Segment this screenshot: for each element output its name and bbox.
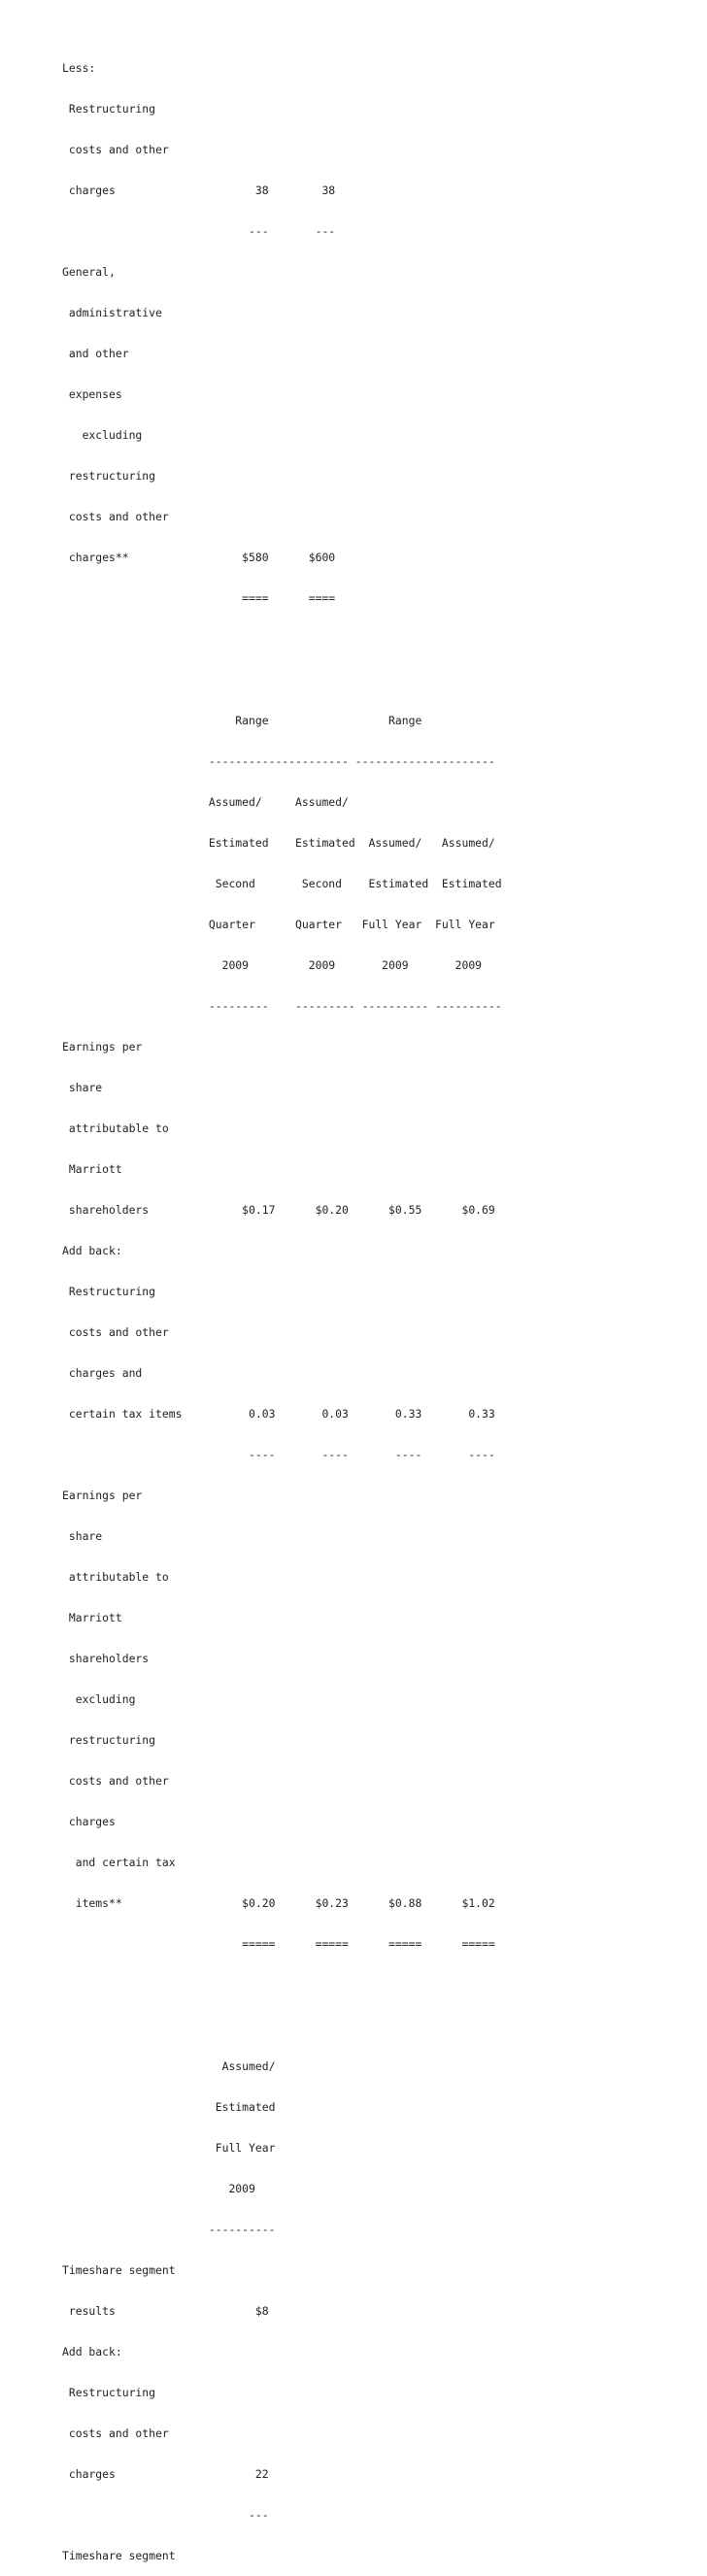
document-line: charges 22 [62, 2467, 269, 2481]
document-line: results $8 [62, 2304, 269, 2318]
document-line: excluding [62, 1692, 136, 1706]
document-line [62, 632, 502, 646]
document-line: charges** $580 $600 [62, 551, 336, 564]
document-line: Full Year [62, 2141, 276, 2155]
document-line: 2009 2009 2009 2009 [62, 958, 483, 972]
document-line: attributable to [62, 1121, 169, 1135]
document-line: --------------------- --------------------- [62, 754, 495, 768]
document-line: Marriott [62, 1611, 122, 1624]
document-line: administrative [62, 306, 162, 319]
document-line: Restructuring [62, 102, 156, 116]
document-line: Add back: [62, 2345, 122, 2359]
document-line: ==== ==== [62, 591, 336, 605]
document-line: charges [62, 1815, 116, 1828]
document-line: Range Range [62, 714, 422, 727]
document-line [62, 673, 502, 686]
document-line: ---- ---- ---- ---- [62, 1448, 495, 1461]
document-line: ===== ===== ===== ===== [62, 1937, 495, 1951]
document-line: Timeshare segment [62, 2549, 176, 2562]
document-line: charges 38 38 [62, 184, 336, 197]
document-line: costs and other [62, 1774, 169, 1788]
document-line: Timeshare segment [62, 2263, 176, 2277]
document-line: costs and other [62, 2426, 169, 2440]
document-line: and certain tax [62, 1856, 176, 1869]
document-line: Add back: [62, 1244, 122, 1257]
document-line: restructuring [62, 1733, 156, 1747]
document-line: 2009 [62, 2182, 255, 2195]
document-line: --- [62, 2508, 269, 2522]
document-line: Assumed/ [62, 2059, 276, 2073]
document-line: costs and other [62, 510, 169, 523]
document-line: Earnings per [62, 1040, 143, 1054]
document-line: excluding [62, 428, 143, 442]
document-line: shareholders $0.17 $0.20 $0.55 $0.69 [62, 1203, 495, 1217]
document-line: Estimated [62, 2100, 276, 2114]
document-line: shareholders [62, 1652, 150, 1665]
document-line: share [62, 1529, 103, 1543]
document-line: Less: [62, 61, 96, 75]
document-line: Second Second Estimated Estimated [62, 877, 502, 890]
document-line: General, [62, 265, 116, 279]
document-line: costs and other [62, 143, 169, 156]
document-line: charges and [62, 1366, 143, 1380]
document-line: --- --- [62, 224, 336, 238]
document-line: attributable to [62, 1570, 169, 1584]
financial-reconciliation-document [62, 34, 502, 2576]
document-line: and other [62, 347, 129, 360]
document-line [62, 2019, 502, 2032]
document-line: restructuring [62, 469, 156, 483]
document-line: Restructuring [62, 2386, 156, 2399]
document-line: certain tax items 0.03 0.03 0.33 0.33 [62, 1407, 495, 1421]
document-line: expenses [62, 387, 122, 401]
document-line: Quarter Quarter Full Year Full Year [62, 918, 495, 931]
document-line: costs and other [62, 1325, 169, 1339]
document-line [62, 1978, 502, 1991]
document-line: items** $0.20 $0.23 $0.88 $1.02 [62, 1896, 495, 1910]
document-line: Marriott [62, 1162, 122, 1176]
document-line: Restructuring [62, 1285, 156, 1298]
document-line: Estimated Estimated Assumed/ Assumed/ [62, 836, 495, 850]
document-line: ---------- [62, 2223, 276, 2236]
document-line: share [62, 1081, 103, 1094]
document-line: Earnings per [62, 1489, 143, 1502]
document-line: Assumed/ Assumed/ [62, 795, 349, 809]
document-line: --------- --------- ---------- ---------- [62, 999, 502, 1013]
